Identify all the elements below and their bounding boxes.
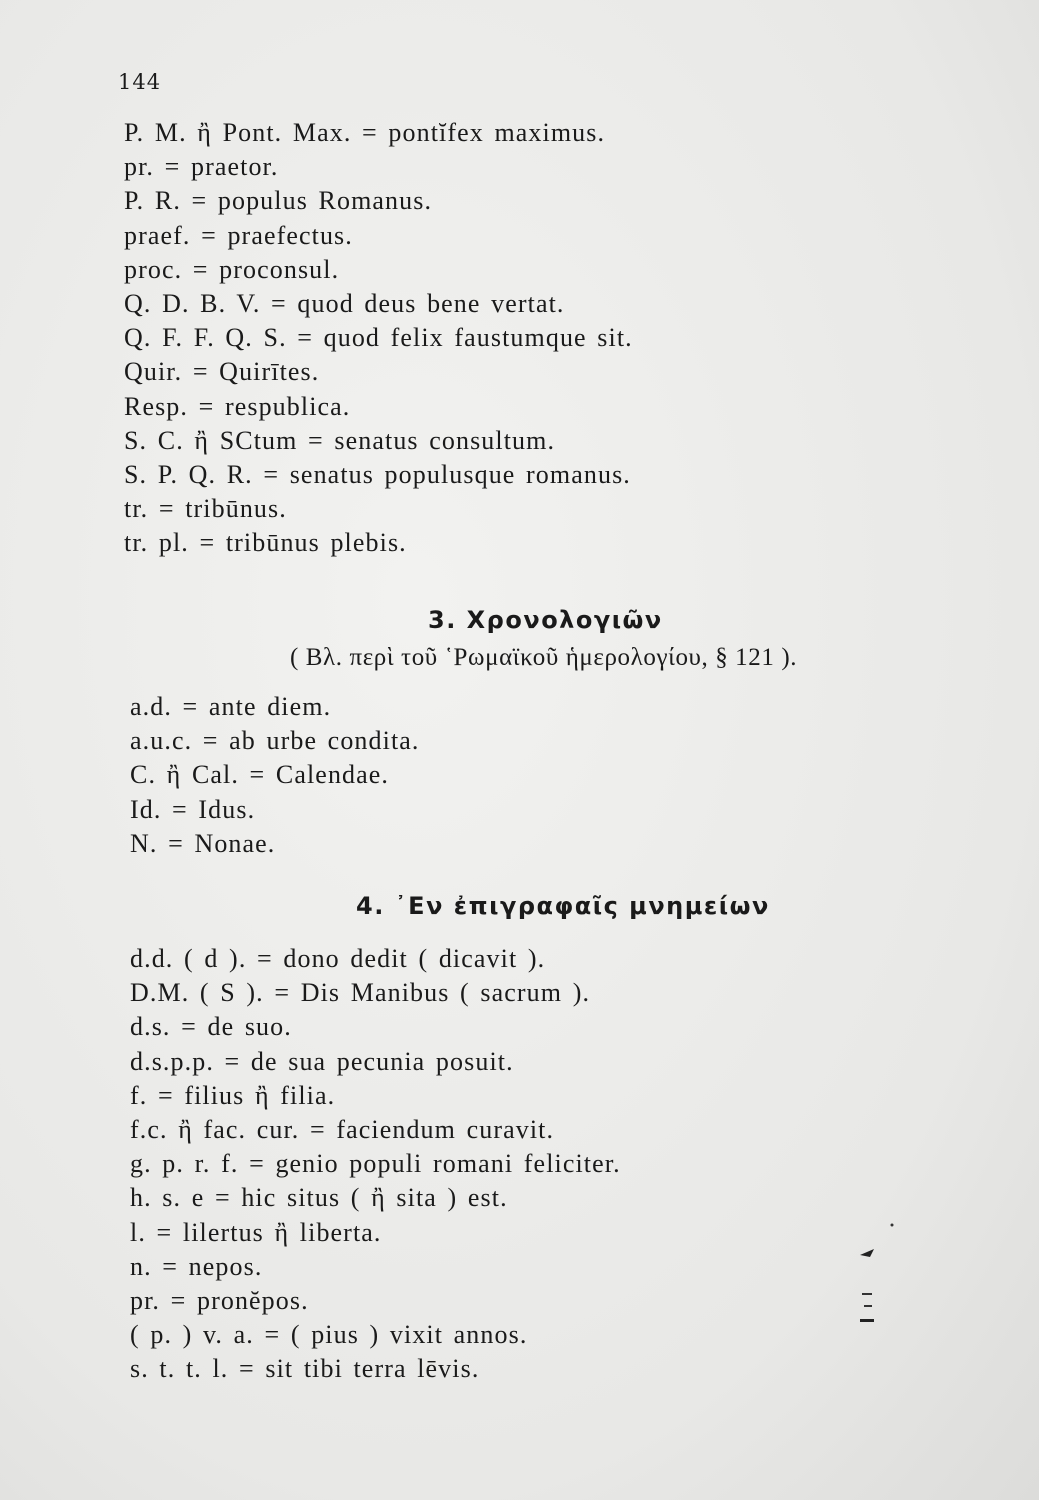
abbreviation-list-chronology	[130, 690, 420, 861]
abbreviation-entry: Resp. = respublica.	[124, 391, 351, 421]
abbreviation-entry: d.s. = de suo.	[130, 1012, 292, 1042]
abbreviation-entry: P. R. = populus Romanus.	[124, 186, 433, 216]
section-heading-chronology: 3. Χρονολογιῶν	[428, 606, 663, 634]
abbreviation-list-general	[124, 116, 633, 560]
abbreviation-entry: g. p. r. f. = genio populi romani feliciter.	[130, 1149, 621, 1179]
abbreviation-entry: h. s. e = hic situs ( ἢ sita ) est.	[130, 1183, 508, 1213]
abbreviation-entry: praef. = praefectus.	[124, 220, 353, 250]
abbreviation-entry: C. ἢ Cal. = Calendae.	[130, 760, 390, 790]
abbreviation-entry: pr. = praetor.	[124, 152, 279, 182]
ink-specks-decoration	[840, 1215, 900, 1345]
abbreviation-entry: f. = filius ἢ filia.	[130, 1080, 336, 1110]
abbreviation-entry: tr. pl. = tribūnus plebis.	[124, 528, 407, 558]
abbreviation-entry: N. = Nonae.	[130, 828, 276, 858]
abbreviation-entry: Id. = Idus.	[130, 794, 256, 824]
section-heading-inscriptions: 4. ᾿Εν ἐπιγραφαῖς μνημείων	[356, 892, 770, 920]
abbreviation-entry: d.s.p.p. = de sua pecunia posuit.	[130, 1046, 514, 1076]
page-number: 144	[118, 70, 162, 94]
abbreviation-entry: l. = lilertus ἢ liberta.	[130, 1217, 382, 1247]
abbreviation-list-inscriptions	[130, 942, 621, 1386]
abbreviation-entry: Quir. = Quirītes.	[124, 357, 320, 387]
section-subheading-reference: ( Βλ. περὶ τοῦ ῾Ρωμαϊκοῦ ἡμερολογίου, § 121 ).	[290, 644, 798, 671]
abbreviation-entry: proc. = proconsul.	[124, 254, 340, 284]
abbreviation-entry: ( p. ) v. a. = ( pius ) vixit annos.	[130, 1320, 528, 1350]
abbreviation-entry: a.d. = ante diem.	[130, 692, 332, 721]
abbreviation-entry: a.u.c. = ab urbe condita.	[130, 726, 420, 756]
abbreviation-entry: f.c. ἢ fac. cur. = faciendum curavit.	[130, 1114, 555, 1144]
abbreviation-entry: S. P. Q. R. = senatus populusque romanus.	[124, 459, 631, 489]
abbreviation-entry: n. = nepos.	[130, 1251, 263, 1281]
abbreviation-entry: s. t. t. l. = sit tibi terra lēvis.	[130, 1354, 480, 1384]
abbreviation-entry: Q. F. F. Q. S. = quod felix faustumque sit.	[124, 323, 633, 353]
abbreviation-entry: S. C. ἢ SCtum = senatus consultum.	[124, 425, 556, 455]
abbreviation-entry: Q. D. B. V. = quod deus bene vertat.	[124, 288, 565, 318]
abbreviation-entry: D.M. ( S ). = Dis Manibus ( sacrum ).	[130, 978, 591, 1008]
abbreviation-entry: d.d. ( d ). = dono dedit ( dicavit ).	[130, 944, 546, 973]
abbreviation-entry: pr. = pronĕpos.	[130, 1285, 309, 1315]
abbreviation-entry: tr. = tribūnus.	[124, 494, 287, 524]
abbreviation-entry: P. M. ἢ Pont. Max. = pontĭfex maximus.	[124, 118, 606, 147]
